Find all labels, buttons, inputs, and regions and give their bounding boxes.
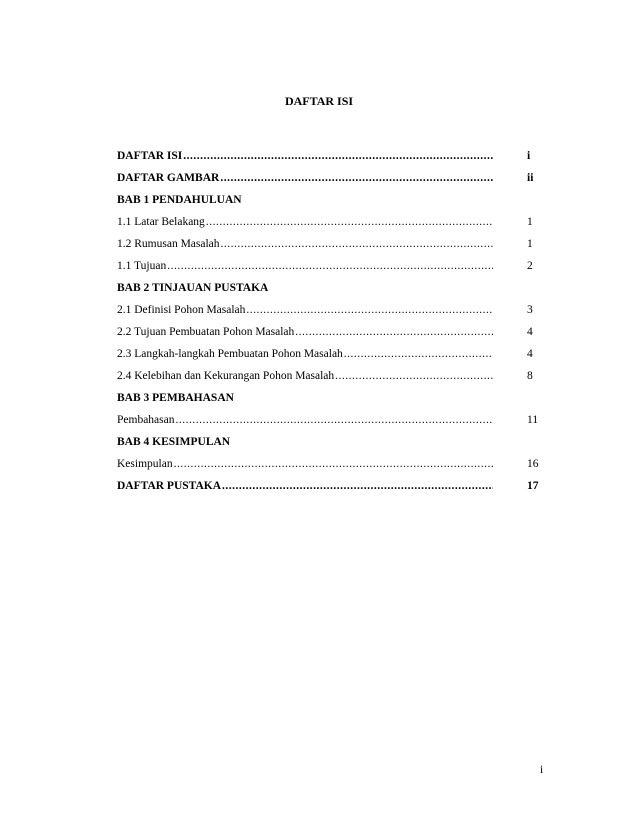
toc-chapter-heading: BAB 1 PENDAHULUAN bbox=[117, 194, 242, 206]
toc-entry bbox=[117, 348, 545, 370]
toc-entry bbox=[117, 370, 545, 392]
dot-leader bbox=[221, 238, 493, 250]
toc-entry-label: Kesimpulan bbox=[117, 458, 173, 470]
toc-entry-page: 1 bbox=[527, 238, 533, 250]
toc-entry-label: Pembahasan bbox=[117, 414, 175, 426]
toc-chapter-heading: BAB 3 PEMBAHASAN bbox=[117, 392, 234, 404]
toc-entry-label: 2.4 Kelebihan dan Kekurangan Pohon Masalah bbox=[117, 370, 335, 382]
toc-entry bbox=[117, 480, 545, 502]
toc-entry-label: 2.1 Definisi Pohon Masalah bbox=[117, 304, 246, 316]
dot-leader bbox=[222, 480, 493, 492]
toc-entry bbox=[117, 260, 545, 282]
toc-entry-page: 2 bbox=[527, 260, 533, 272]
page-number: i bbox=[540, 764, 544, 776]
toc-entry-label: 1.2 Rumusan Masalah bbox=[117, 238, 220, 250]
toc-entry bbox=[117, 238, 545, 260]
dot-leader bbox=[344, 348, 493, 360]
dot-leader bbox=[183, 150, 493, 162]
dot-leader bbox=[174, 458, 493, 470]
toc-entry-page: 3 bbox=[527, 304, 533, 316]
toc-entry-page: 16 bbox=[527, 458, 539, 470]
toc-chapter-heading: BAB 4 KESIMPULAN bbox=[117, 436, 231, 448]
toc-entry-page: 11 bbox=[527, 414, 539, 426]
toc-entry-label: 1.1 Latar Belakang bbox=[117, 216, 205, 228]
toc-entry-page: 1 bbox=[527, 216, 533, 228]
toc-entry bbox=[117, 326, 545, 348]
toc-entry bbox=[117, 172, 545, 194]
toc-entry-label: 2.3 Langkah-langkah Pembuatan Pohon Masalah bbox=[117, 348, 343, 360]
dot-leader bbox=[220, 172, 493, 184]
toc-entry-page: ii bbox=[527, 172, 534, 184]
dot-leader bbox=[175, 414, 493, 426]
toc-entry-label: DAFTAR GAMBAR bbox=[117, 172, 220, 184]
dot-leader bbox=[206, 216, 493, 228]
toc-entry-label: 2.2 Tujuan Pembuatan Pohon Masalah bbox=[117, 326, 295, 338]
toc-entry-page: 17 bbox=[527, 480, 539, 492]
dot-leader bbox=[335, 370, 493, 382]
toc-entry-page: i bbox=[527, 150, 531, 162]
dot-leader bbox=[295, 326, 493, 338]
table-of-contents bbox=[117, 150, 545, 502]
toc-entry bbox=[117, 216, 545, 238]
toc-entry bbox=[117, 458, 545, 480]
toc-entry-label: DAFTAR PUSTAKA bbox=[117, 480, 222, 492]
toc-entry-page: 4 bbox=[527, 348, 533, 360]
toc-entry-page: 4 bbox=[527, 326, 533, 338]
toc-entry-label: 1.1 Tujuan bbox=[117, 260, 167, 272]
toc-entry bbox=[117, 414, 545, 436]
toc-chapter-heading: BAB 2 TINJAUAN PUSTAKA bbox=[117, 282, 269, 294]
page-title: DAFTAR ISI bbox=[284, 94, 354, 108]
toc-entry bbox=[117, 150, 545, 172]
toc-entry bbox=[117, 304, 545, 326]
toc-entry-label: DAFTAR ISI bbox=[117, 150, 183, 162]
dot-leader bbox=[246, 304, 493, 316]
toc-entry-page: 8 bbox=[527, 370, 533, 382]
dot-leader bbox=[167, 260, 493, 272]
